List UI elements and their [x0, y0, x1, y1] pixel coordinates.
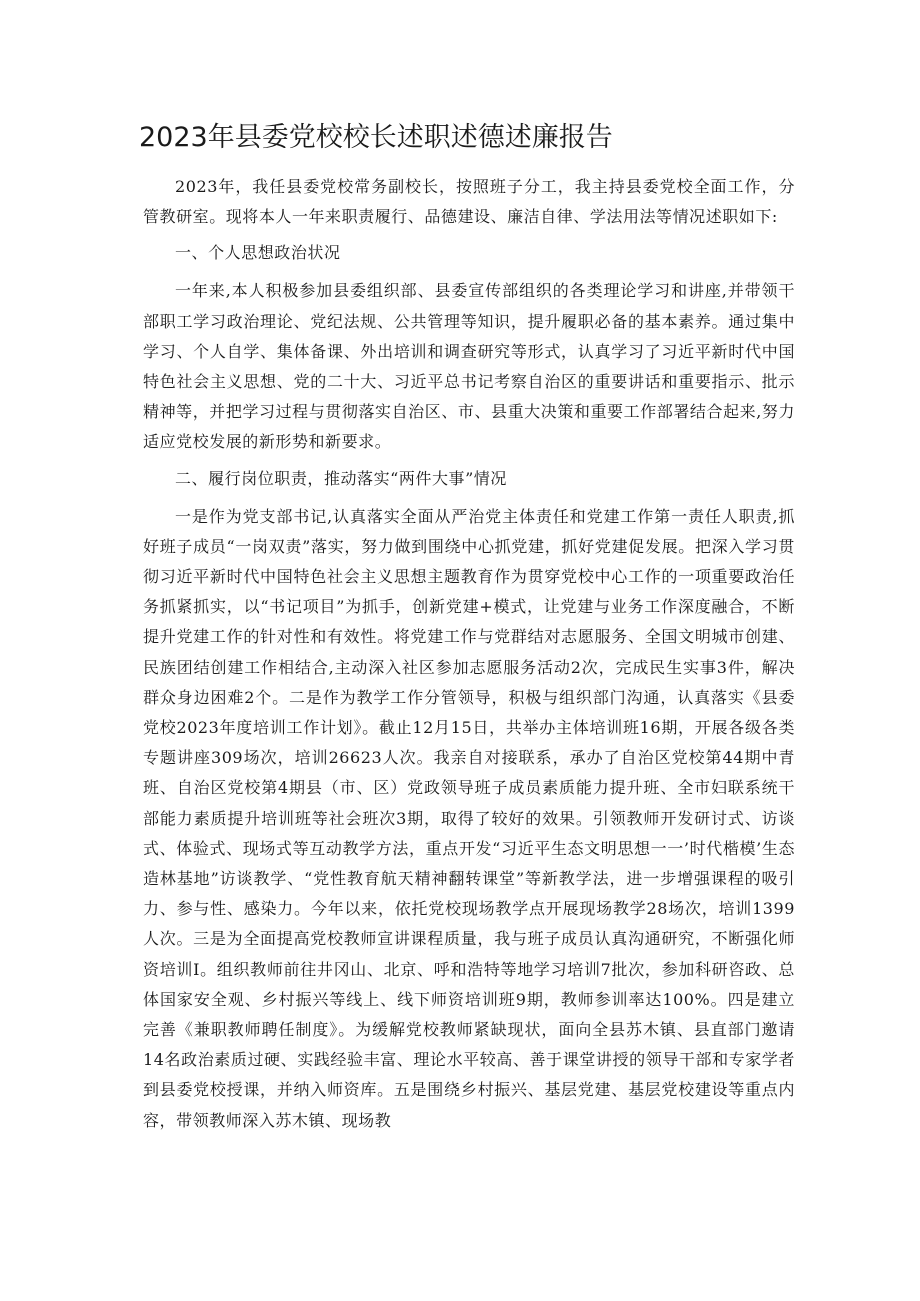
- document-title: 2023年县委党校校长述职述德述廉报告: [139, 122, 613, 153]
- intro-paragraph: 2023年，我任县委党校常务副校长，按照班子分工，我主持县委党校全面工作，分管教研室。现将本人一年来职责履行、品德建设、廉洁自律、学法用法等情况述职如下:: [143, 177, 795, 227]
- section-1-heading: 一、个人思想政治状况: [175, 243, 341, 263]
- section-2-paragraph: 一是作为党支部书记,认真落实全面从严治党主体责任和党建工作第一责任人职责,抓好班子成员“一岗双责”落实，努力做到围绕中心抓党建，抓好党建促发展。把深入学习贯彻习近平新时代中国特色社会主义思想主题教育作为贯穿党校中心工作的一项重要政治任务抓紧抓实，以“书记项目”为抓手，创新党建+模式，让党建与业务工作深度融合，不断提升党建工作的针对性和有效性。将党建工作与党群结对志愿服务、全国文明城市创建、民族团结创建工作相结合,主动深入社区参加志愿服务活动2次，完成民生实事3件，解决群众身边困难2个。二是作为教学工作分管领导，积极与组织部门沟通，认真落实《县委党校2023年度培训工作计划》。截止12月15日，共举办主体培训班16期，开展各级各类专题讲座309场次，培训26623人次。我亲自对接联系，承办了自治区党校第44期中青班、自治区党校第4期县（市、区）党政领导班子成员素质能力提升班、全市妇联系统干部能力素质提升培训班等社会班次3期，取得了较好的效果。引领教师开发研讨式、访谈式、体验式、现场式等互动教学方法，重点开发“习近平生态文明思想一一’时代楷模’生态造林基地”访谈教学、“党性教育航天精神翻转课堂”等新教学法，进一步增强课程的吸引力、参与性、感染力。今年以来，依托党校现场教学点开展现场教学28场次，培训1399人次。三是为全面提高党校教师宣讲课程质量，我与班子成员认真沟通研究，不断强化师资培训I。组织教师前往井冈山、北京、呼和浩特等地学习培训7批次，参加科研咨政、总体国家安全观、乡村振兴等线上、线下师资培训班9期，教师参训率达100%。四是建立完善《兼职教师聘任制度》。为缓解党校教师紧缺现状，面向全县苏木镇、县直部门邀请14名政治素质过硬、实践经验丰富、理论水平较高、善于课堂讲授的领导干部和专家学者到县委党校授课，并纳入师资库。五是围绕乡村振兴、基层党建、基层党校建设等重点内容，带领教师深入苏木镇、现场教: [143, 506, 795, 1130]
- section-2-heading: 二、履行岗位职责，推动落实“两件大事”情况: [175, 468, 507, 488]
- document-page: [139, 118, 795, 1142]
- section-1-paragraph: 一年来,本人积极参加县委组织部、县委宣传部组织的各类理论学习和讲座,并带领干部职工学习政治理论、党纪法规、公共管理等知识，提升履职必备的基本素养。通过集中学习、个人自学、集体备课、外出培训和调查研究等形式，认真学习了习近平新时代中国特色社会主义思想、党的二十大、习近平总书记考察自治区的重要讲话和重要指示、批示精神等，并把学习过程与贯彻落实自治区、市、县重大决策和重要工作部署结合起来,努力适应党校发展的新形势和新要求。: [143, 281, 795, 452]
